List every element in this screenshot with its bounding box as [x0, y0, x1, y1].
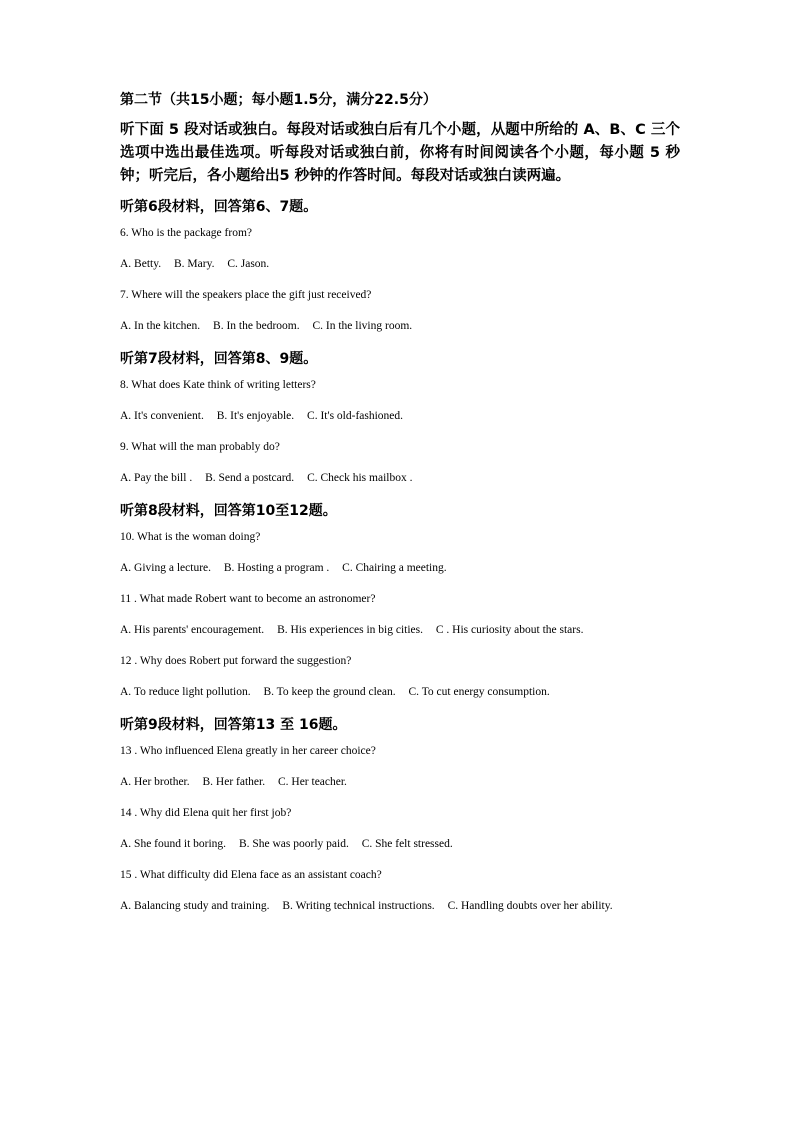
- option-c: C. Check his mailbox .: [307, 472, 413, 484]
- option-a: A. His parents' encouragement.: [120, 624, 265, 636]
- options-11: [120, 622, 680, 638]
- option-c: C. Chairing a meeting.: [342, 562, 447, 574]
- question-10: 10. What is the woman doing?: [120, 531, 261, 543]
- option-c: C. Jason.: [227, 258, 270, 270]
- option-c: C. It's old-fashioned.: [307, 410, 404, 422]
- option-b: B. It's enjoyable.: [216, 410, 295, 422]
- option-a: A. In the kitchen.: [120, 320, 201, 332]
- option-a: A. Pay the bill .: [120, 472, 193, 484]
- options-14: [120, 836, 680, 852]
- option-a: A. It's convenient.: [120, 410, 204, 422]
- option-a: A. She found it boring.: [120, 838, 227, 850]
- option-b: B. Send a postcard.: [205, 472, 295, 484]
- option-b: B. In the bedroom.: [213, 320, 300, 332]
- options-10: [120, 560, 680, 576]
- option-a: A. Balancing study and training.: [120, 900, 270, 912]
- options-8: [120, 408, 680, 424]
- group-heading: 听第9段材料，回答第13 至 16题。: [120, 717, 347, 733]
- option-b: B. Writing technical instructions.: [282, 900, 435, 912]
- option-b: B. Her father.: [202, 776, 266, 788]
- option-c: C. To cut energy consumption.: [408, 686, 550, 698]
- options-12: [120, 684, 680, 700]
- option-b: B. His experiences in big cities.: [277, 624, 424, 636]
- option-a: A. Giving a lecture.: [120, 562, 212, 574]
- group-heading: 听第7段材料，回答第8、9题。: [120, 351, 318, 367]
- option-c: C. She felt stressed.: [361, 838, 453, 850]
- options-6: [120, 256, 680, 272]
- group-heading: 听第6段材料，回答第6、7题。: [120, 199, 318, 215]
- option-a: A. Betty.: [120, 258, 162, 270]
- option-a: A. To reduce light pollution.: [120, 686, 251, 698]
- option-b: B. Mary.: [173, 258, 215, 270]
- question-group-1: [120, 197, 680, 334]
- instructions: 听下面 5 段对话或独白。每段对话或独白后有几个小题，从题中所给的 A、B、C 三个选项中选出最佳选项。听每段对话或独白前，你将有时间阅读各个小题，每小题 5 秒钟；听完后，各小题给出5 秒钟的作答时间。每段对话或独白读两遍。: [120, 122, 680, 184]
- options-7: [120, 318, 680, 334]
- option-c: C. In the living room.: [312, 320, 413, 332]
- section-title: 第二节（共15小题；每小题1.5分，满分22.5分）: [120, 92, 437, 108]
- question-8: 8. What does Kate think of writing letters?: [120, 379, 316, 391]
- options-13: [120, 774, 680, 790]
- option-b: B. To keep the ground clean.: [263, 686, 396, 698]
- question-12: 12 . Why does Robert put forward the suggestion?: [120, 655, 352, 667]
- group-heading: 听第8段材料，回答第10至12题。: [120, 503, 337, 519]
- option-c: C. Handling doubts over her ability.: [447, 900, 613, 912]
- question-14: 14 . Why did Elena quit her first job?: [120, 807, 292, 819]
- question-6: 6. Who is the package from?: [120, 227, 252, 239]
- question-7: 7. Where will the speakers place the gift just received?: [120, 289, 372, 301]
- option-b: B. She was poorly paid.: [238, 838, 349, 850]
- option-b: B. Hosting a program .: [223, 562, 330, 574]
- question-9: 9. What will the man probably do?: [120, 441, 280, 453]
- options-15: [120, 892, 680, 921]
- question-13: 13 . Who influenced Elena greatly in her career choice?: [120, 745, 376, 757]
- question-11: 11 . What made Robert want to become an astronomer?: [120, 593, 376, 605]
- option-c: C. Her teacher.: [277, 776, 347, 788]
- question-group-2: [120, 349, 680, 486]
- question-group-3: [120, 501, 680, 700]
- exam-page: [120, 90, 680, 936]
- options-9: [120, 470, 680, 486]
- question-group-4: [120, 715, 680, 921]
- option-c: C . His curiosity about the stars.: [435, 624, 584, 636]
- option-a: A. Her brother.: [120, 776, 190, 788]
- question-15: 15 . What difficulty did Elena face as an assistant coach?: [120, 869, 382, 881]
